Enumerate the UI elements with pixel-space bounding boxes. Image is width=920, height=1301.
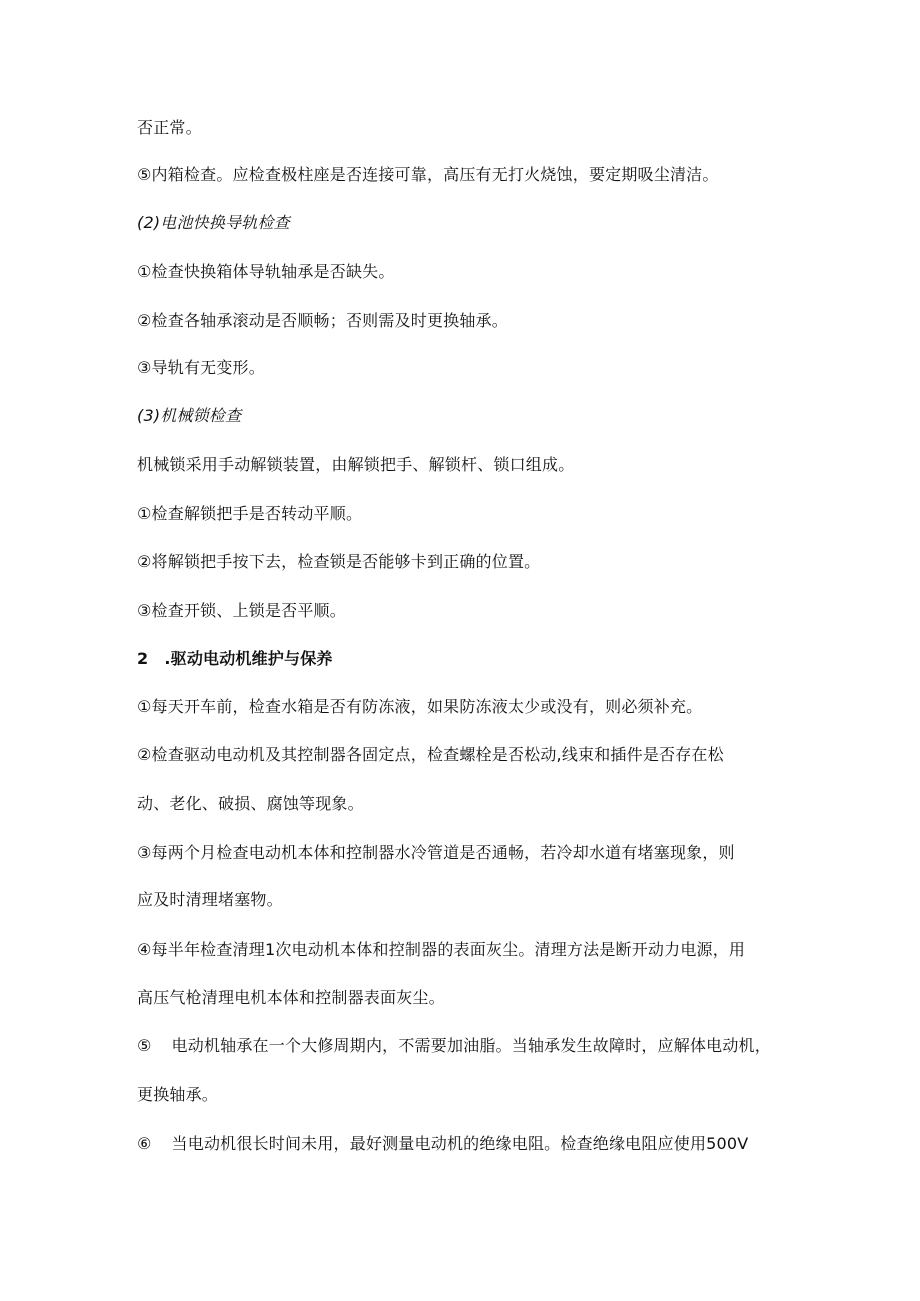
section-title: .驱动电动机维护与保养 xyxy=(164,649,333,668)
text-line: ①检查解锁把手是否转动平顺。 xyxy=(137,504,363,523)
text-line: ①检查快换箱体导轨轴承是否缺失。 xyxy=(137,262,395,281)
section-heading xyxy=(137,649,333,669)
subheading: (3)机械锁检查 xyxy=(137,406,242,425)
text-line: ②检查各轴承滚动是否顺畅；否则需及时更换轴承。 xyxy=(137,311,508,330)
list-item xyxy=(137,1134,748,1154)
text-line: ③检查开锁、上锁是否平顺。 xyxy=(137,601,346,620)
text-line: ④每半年检查清理1次电动机本体和控制器的表面灰尘。清理方法是断开动力电源，用 xyxy=(137,940,746,959)
text-line: 应及时清理堵塞物。 xyxy=(137,890,283,909)
text-line: 高压气枪清理电机本体和控制器表面灰尘。 xyxy=(137,988,445,1007)
text-line: ③导轨有无变形。 xyxy=(137,358,265,377)
text-line: 机械锁采用手动解锁装置，由解锁把手、解锁杆、锁口组成。 xyxy=(137,455,575,474)
text-line: ⑤内箱检查。应检查极柱座是否连接可靠，高压有无打火烧蚀，要定期吸尘清洁。 xyxy=(137,165,719,184)
item-marker: ⑥ xyxy=(137,1134,152,1153)
section-number: 2 xyxy=(137,649,149,668)
item-text: 电动机轴承在一个大修周期内，不需要加油脂。当轴承发生故障时，应解体电动机， xyxy=(171,1036,771,1055)
text-line: 更换轴承。 xyxy=(137,1085,219,1104)
text-line: 动、老化、破损、腐蚀等现象。 xyxy=(137,794,364,813)
text-line: ②检查驱动电动机及其控制器各固定点，检查螺栓是否松动,线束和插件是否存在松 xyxy=(137,745,724,764)
text-line: 否正常。 xyxy=(137,118,202,137)
text-line: ①每天开车前，检查水箱是否有防冻液，如果防冻液太少或没有，则必须补充。 xyxy=(137,697,703,716)
text-line: ②将解锁把手按下去，检查锁是否能够卡到正确的位置。 xyxy=(137,552,541,571)
item-marker: ⑤ xyxy=(137,1036,152,1055)
subheading: (2)电池快换导轨检查 xyxy=(137,213,290,232)
item-text: 当电动机很长时间未用，最好测量电动机的绝缘电阻。检查绝缘电阻应使用500V xyxy=(171,1134,749,1153)
list-item xyxy=(137,1036,771,1056)
text-line: ③每两个月检查电动机本体和控制器水冷管道是否通畅，若冷却水道有堵塞现象，则 xyxy=(137,843,735,862)
